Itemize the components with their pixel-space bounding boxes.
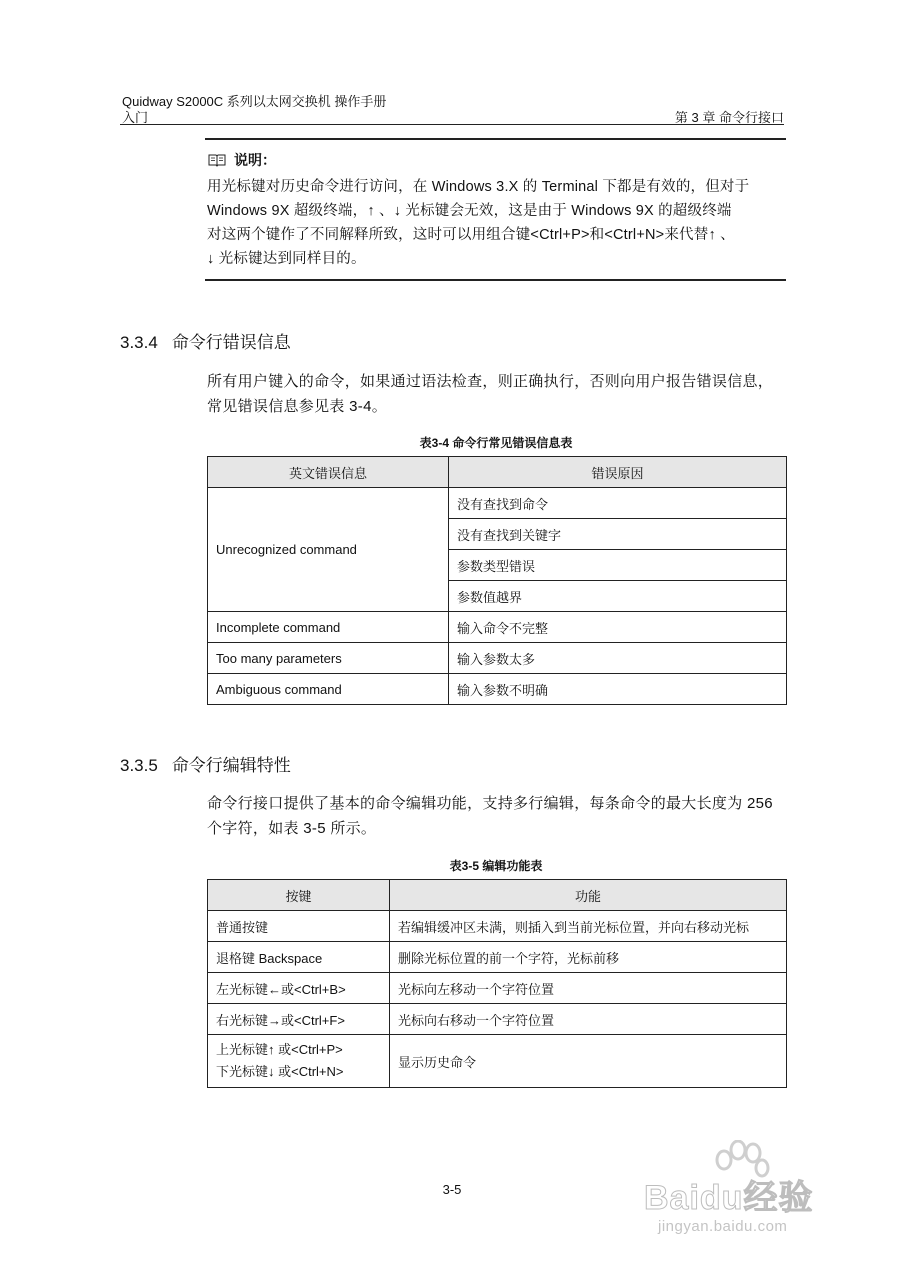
header-rule bbox=[120, 124, 784, 125]
watermark bbox=[640, 1140, 850, 1240]
function-cell: 光标向左移动一个字符位置 bbox=[390, 973, 787, 1004]
error-reason-cell: 输入参数太多 bbox=[449, 643, 787, 674]
section-paragraph bbox=[207, 791, 787, 841]
error-message-table bbox=[207, 456, 787, 705]
table-row bbox=[208, 643, 787, 674]
book-icon bbox=[208, 153, 226, 167]
table-row bbox=[208, 1035, 787, 1088]
watermark-url: jingyan.baidu.com bbox=[658, 1218, 788, 1235]
note-body bbox=[207, 175, 787, 271]
page-number: 3-5 bbox=[442, 1182, 462, 1197]
manual-title: Quidway S2000C 系列以太网交换机 操作手册 bbox=[122, 94, 387, 109]
section-title: 命令行编辑特性 bbox=[171, 756, 291, 775]
paragraph-line: 个字符，如表 3-5 所示。 bbox=[207, 820, 377, 837]
section-paragraph bbox=[207, 369, 787, 419]
section-number: 3.3.4 bbox=[120, 333, 158, 352]
note-heading bbox=[208, 150, 276, 170]
note-top-rule bbox=[205, 138, 786, 140]
key-cell: 退格键 Backspace bbox=[208, 942, 390, 973]
paragraph-line: 常见错误信息参见表 3-4。 bbox=[207, 398, 388, 415]
edit-function-table bbox=[207, 879, 787, 1088]
paragraph-line: 命令行接口提供了基本的命令编辑功能，支持多行编辑，每条命令的最大长度为 256 bbox=[207, 795, 773, 812]
note-label: 说明： bbox=[234, 152, 276, 168]
watermark-brand: Baidu经验 bbox=[644, 1179, 814, 1217]
paragraph-line: 所有用户键入的命令，如果通过语法检查，则正确执行，否则向用户报告错误信息， bbox=[207, 373, 774, 390]
section-title: 命令行错误信息 bbox=[171, 333, 291, 352]
table-row bbox=[208, 674, 787, 705]
table-row bbox=[208, 973, 787, 1004]
error-message-cell: Too many parameters bbox=[208, 643, 449, 674]
table-row bbox=[208, 942, 787, 973]
error-reason-cell: 参数类型错误 bbox=[449, 550, 787, 581]
table-caption: 表3-4 命令行常见错误信息表 bbox=[419, 436, 573, 450]
error-reason-cell: 没有查找到关键字 bbox=[449, 519, 787, 550]
error-message-cell: Ambiguous command bbox=[208, 674, 449, 705]
table-row bbox=[208, 911, 787, 942]
note-line: 用光标键对历史命令进行访问，在 Windows 3.X 的 Terminal 下都是有效的，但对于 bbox=[207, 179, 750, 195]
table-header-row bbox=[208, 457, 787, 488]
section-heading-3-3-4 bbox=[120, 328, 291, 353]
key-cell: 左光标键←或<Ctrl+B> bbox=[208, 973, 390, 1004]
table-header-row bbox=[208, 880, 787, 911]
table-row bbox=[208, 612, 787, 643]
function-cell: 删除光标位置的前一个字符，光标前移 bbox=[390, 942, 787, 973]
column-header: 功能 bbox=[390, 880, 787, 911]
note-line: Windows 9X 超级终端，↑ 、↓ 光标键会无效，这是由于 Windows 9X 的超级终端 bbox=[207, 203, 732, 219]
error-message-cell: Incomplete command bbox=[208, 612, 449, 643]
table-row bbox=[208, 488, 787, 519]
section-heading-3-3-5 bbox=[120, 751, 291, 776]
key-line: 上光标键↑ 或<Ctrl+P> bbox=[216, 1042, 343, 1057]
chapter-label: 第 3 章 命令行接口 bbox=[674, 110, 784, 125]
note-line: ↓ 光标键达到同样目的。 bbox=[207, 251, 366, 267]
note-line: 对这两个键作了不同解释所致，这时可以用组合键<Ctrl+P>和<Ctrl+N>来代替↑ 、 bbox=[207, 227, 735, 243]
error-message-cell: Unrecognized command bbox=[208, 488, 449, 612]
error-reason-cell: 输入参数不明确 bbox=[449, 674, 787, 705]
error-reason-cell: 没有查找到命令 bbox=[449, 488, 787, 519]
note-bottom-rule bbox=[205, 279, 786, 281]
column-header: 按键 bbox=[208, 880, 390, 911]
table-row bbox=[208, 1004, 787, 1035]
function-cell: 若编辑缓冲区未满，则插入到当前光标位置，并向右移动光标 bbox=[390, 911, 787, 942]
function-cell: 显示历史命令 bbox=[390, 1035, 787, 1088]
function-cell: 光标向右移动一个字符位置 bbox=[390, 1004, 787, 1035]
column-header: 英文错误信息 bbox=[208, 457, 449, 488]
error-reason-cell: 输入命令不完整 bbox=[449, 612, 787, 643]
table-caption: 表3-5 编辑功能表 bbox=[449, 859, 543, 873]
key-cell: 普通按键 bbox=[208, 911, 390, 942]
error-reason-cell: 参数值越界 bbox=[449, 581, 787, 612]
column-header: 错误原因 bbox=[449, 457, 787, 488]
key-line: 下光标键↓ 或<Ctrl+N> bbox=[216, 1064, 344, 1079]
key-cell bbox=[208, 1035, 390, 1088]
key-cell: 右光标键→或<Ctrl+F> bbox=[208, 1004, 390, 1035]
section-number: 3.3.5 bbox=[120, 756, 158, 775]
part-label: 入门 bbox=[122, 110, 149, 125]
